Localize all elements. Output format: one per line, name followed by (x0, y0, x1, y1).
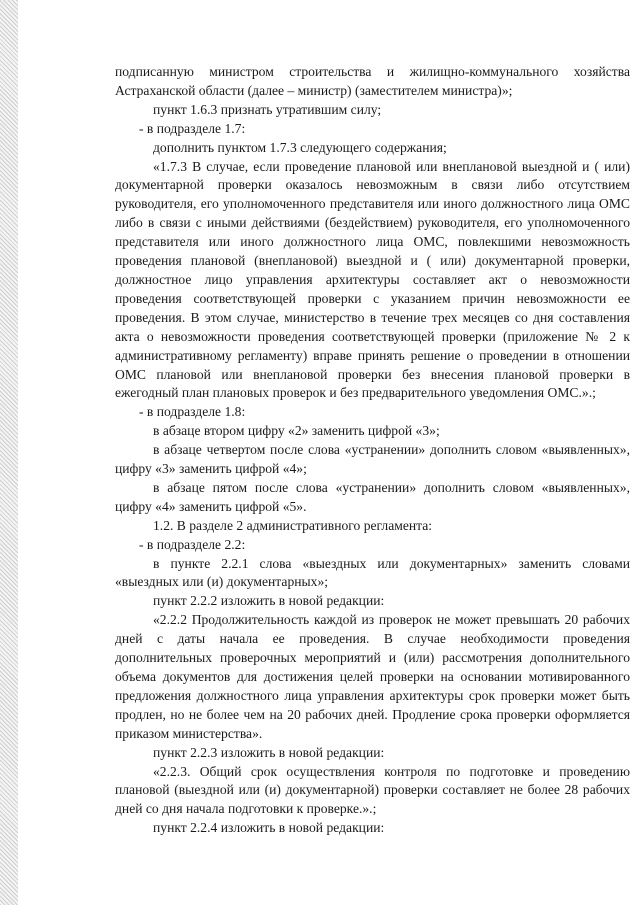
paragraph-signature-clause: подписанную министром строительства и жилищно-коммунального хозяйства Астраханской области (далее – министр) (заместителем министра)»; (115, 64, 630, 98)
paragraph-section-2: 1.2. В разделе 2 административного регламента: (153, 517, 433, 533)
paragraph-1-7-3-text: «1.7.3 В случае, если проведение плановой или внеплановой выездной и ( или) документарной проверки оказалось невозможным в связи либо отсутствием руководителя, его уполномоченного представителя или иного должностного лица ОМС либо в связи с иными действиями (бездействием) руководителя, его уполномоченного представителя или иного должностного лица ОМС, повлекшими невозможность проведения плановой (внеплановой) выездной и ( или) документарной проверки, должностное лицо управления архитектуры составляет акт о невозможности проведения соответствующей проверки с указанием причин невозможности ее проведения. В этом случае, министерство в течение трех месяцев со дня составления акта о невозможности проведения соответствующей проверки (приложение № 2 к административному регламенту) вправе принять решение о проведении в отношении ОМС плановой или внеплановой проверки без внесения плановой проверки в ежегодный план плановых проверок и без предварительного уведомления ОМС.».; (115, 158, 630, 401)
paragraph-abzac-5: в абзаце пятом после слова «устранении» дополнить словом «выявленных», цифру «4» заменить цифрой «5». (115, 479, 630, 514)
paragraph-add-1-7-3: дополнить пунктом 1.7.3 следующего содержания; (153, 139, 447, 155)
paragraph-abzac-4: в абзаце четвертом после слова «устранении» дополнить словом «выявленных», цифру «3» заменить цифрой «4»; (115, 442, 630, 477)
paragraph-abzac-2: в абзаце втором цифру «2» заменить цифрой «3»; (153, 423, 440, 439)
document-page (115, 63, 630, 838)
paragraph-2-2-4-heading: пункт 2.2.4 изложить в новой редакции: (153, 820, 385, 836)
paragraph-subsection-1-8: - в подразделе 1.8: (139, 404, 246, 420)
paragraph-2-2-1: в пункте 2.2.1 слова «выездных или документарных» заменить словами «выездных или (и) документарных»; (115, 555, 630, 590)
paragraph-2-2-3-text: «2.2.3. Общий срок осуществления контроля по подготовке и проведению плановой (выездной или (и) документарной) проверки составляет не более 28 рабочих дней со дня начала подготовки к проверке.».; (115, 763, 630, 817)
paragraph-subsection-1-7: - в подразделе 1.7: (139, 120, 246, 136)
paragraph-1-6-3-void: пункт 1.6.3 признать утратившим силу; (153, 101, 382, 117)
paragraph-2-2-3-heading: пункт 2.2.3 изложить в новой редакции: (153, 744, 385, 760)
paragraph-subsection-2-2: - в подразделе 2.2: (139, 536, 246, 552)
scan-edge (0, 0, 18, 905)
paragraph-2-2-2-text: «2.2.2 Продолжительность каждой из проверок не может превышать 20 рабочих дней с даты начала ее проведения. В случае необходимости проведения дополнительных проверочных мероприятий и (или) рассмотрения дополнительного объема документов для достижения целей проверки на основании мотивированного предложения должностного лица управления архитектуры срок проверки может быть продлен, но не более чем на 20 рабочих дней. Продление срока проверки оформляется приказом министерства». (115, 612, 630, 741)
paragraph-2-2-2-heading: пункт 2.2.2 изложить в новой редакции: (153, 593, 385, 609)
